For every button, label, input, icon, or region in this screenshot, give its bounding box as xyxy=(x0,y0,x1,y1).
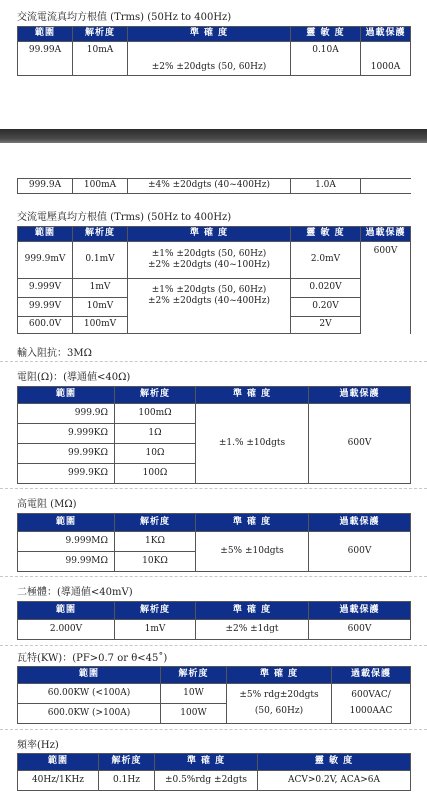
accuracy-line: (50, 60Hz) xyxy=(254,705,304,716)
dashed-separator xyxy=(0,645,427,646)
header-overload: 過載保護 xyxy=(309,514,411,532)
cell-accuracy: ±2% ±1dgt xyxy=(196,620,309,640)
cell-sensitivity: 2.0mV xyxy=(291,242,361,279)
cell-resolution: 100W xyxy=(161,704,227,724)
header-resolution: 解析度 xyxy=(115,514,196,532)
accuracy-line: ±1% ±20dgts (50, 60Hz) xyxy=(151,285,267,295)
cell-resolution: 0.1Hz xyxy=(99,771,155,791)
cell-range: 99.99KΩ xyxy=(18,444,115,464)
cell-resolution: 10Ω xyxy=(115,444,196,464)
cell-range: 99.99V xyxy=(18,298,73,317)
cell-range: 9.999MΩ xyxy=(18,532,115,552)
header-resolution: 解析度 xyxy=(115,387,196,404)
ac-current-title: 交流電流真均方根值 (Trms) (50Hz to 400Hz) xyxy=(17,12,232,23)
dashed-separator xyxy=(0,361,427,362)
cell-accuracy xyxy=(227,684,332,724)
header-range: 範圍 xyxy=(18,514,115,532)
dashed-separator xyxy=(0,729,427,730)
cell-overload xyxy=(361,179,411,194)
cell-range: 99.99A xyxy=(18,42,73,76)
cell-resolution: 10mV xyxy=(73,298,128,317)
cell-range: 999.9Ω xyxy=(18,404,115,424)
high-resistance-title: 高電阻 (MΩ) xyxy=(17,499,77,510)
cell-resolution: 1Ω xyxy=(115,424,196,444)
cell-range: 600.0KW (>100A) xyxy=(18,704,161,724)
cell-overload: 1000A xyxy=(361,42,411,76)
accuracy-line: ±2% ±20dgts (40~100Hz) xyxy=(147,260,271,270)
header-overload: 過載保護 xyxy=(332,667,411,684)
cell-sensitivity: 0.10A xyxy=(291,42,361,76)
cell-resolution: 100mΩ xyxy=(115,404,196,424)
cell-resolution: 100mV xyxy=(73,317,128,334)
header-resolution: 解析度 xyxy=(99,754,155,771)
cell-accuracy-merged xyxy=(128,279,291,334)
cell-accuracy: ±5% ±10dgts xyxy=(196,532,309,572)
header-resolution: 解析度 xyxy=(73,27,128,42)
cell-resolution: 1KΩ xyxy=(115,532,196,552)
header-overload: 過載保護 xyxy=(309,387,411,404)
cell-resolution: 100mA xyxy=(73,179,128,194)
header-range: 範圍 xyxy=(18,227,73,242)
cell-resolution: 100Ω xyxy=(115,464,196,484)
header-sensitivity: 靈 敏 度 xyxy=(291,227,361,242)
header-range: 範圍 xyxy=(18,387,115,404)
cell-sensitivity: ACV>0.2V, ACA>6A xyxy=(258,771,411,791)
header-resolution: 解析度 xyxy=(161,667,227,684)
resistance-title: 電阻(Ω)：(導通値<40Ω) xyxy=(17,372,131,383)
dashed-separator xyxy=(0,576,427,577)
cell-accuracy: ±4% ±20dgts (40~400Hz) xyxy=(128,179,291,194)
page-break-band xyxy=(0,129,427,143)
cell-range: 999.9A xyxy=(18,179,73,194)
cell-resolution: 10mA xyxy=(73,42,128,76)
cell-range: 60.00KW (<100A) xyxy=(18,684,161,704)
header-resolution: 解析度 xyxy=(115,602,196,620)
diode-title: 二極體：(導通値<40mV) xyxy=(17,587,133,598)
cell-resolution: 10W xyxy=(161,684,227,704)
header-sensitivity: 靈 敏 度 xyxy=(258,754,411,771)
cell-accuracy xyxy=(128,242,291,279)
cell-resolution: 0.1mV xyxy=(73,242,128,279)
header-resolution: 解析度 xyxy=(73,227,128,242)
header-accuracy: 準 確 度 xyxy=(128,27,291,42)
cell-overload: 600V xyxy=(309,620,411,640)
header-range: 範圍 xyxy=(18,27,73,42)
header-range: 範圍 xyxy=(18,754,99,771)
cell-overload: 600V xyxy=(309,532,411,572)
watt-title: 瓦特(KW)：(PF>0.7 or θ<45˚) xyxy=(17,653,168,664)
header-accuracy: 準 確 度 xyxy=(196,602,309,620)
header-range: 範圍 xyxy=(18,667,161,684)
ac-current-table xyxy=(17,26,411,76)
cell-range: 99.99MΩ xyxy=(18,552,115,572)
input-impedance-note: 輸入阻抗：3MΩ xyxy=(17,348,92,359)
cell-overload: 600V xyxy=(309,404,411,484)
resistance-table xyxy=(17,386,411,484)
cell-range: 600.0V xyxy=(18,317,73,334)
header-overload: 過載保護 xyxy=(361,227,411,242)
header-accuracy: 準 確 度 xyxy=(227,667,332,684)
watt-table xyxy=(17,666,411,724)
frequency-title: 頻率(Hz) xyxy=(17,740,59,751)
header-accuracy: 準 確 度 xyxy=(196,387,309,404)
cell-accuracy: ±0.5%rdg ±2dgts xyxy=(155,771,258,791)
ac-voltage-title: 交流電壓真均方根值 (Trms) (50Hz to 400Hz) xyxy=(17,212,232,223)
cell-range: 9.999V xyxy=(18,279,73,298)
dashed-separator xyxy=(0,488,427,489)
cell-sensitivity: 0.020V xyxy=(291,279,361,298)
cell-overload xyxy=(332,684,411,724)
header-overload: 過載保護 xyxy=(361,27,411,42)
header-accuracy: 準 確 度 xyxy=(128,227,291,242)
cell-range: 999.9KΩ xyxy=(18,464,115,484)
high-resistance-table xyxy=(17,513,411,572)
cell-range: 2.000V xyxy=(18,620,115,640)
accuracy-line: ±2% ±20dgts (40~400Hz) xyxy=(147,296,271,307)
cell-range: 9.999KΩ xyxy=(18,424,115,444)
cell-accuracy: ±2% ±20dgts (50, 60Hz) xyxy=(128,42,291,76)
cell-sensitivity: 2V xyxy=(291,317,361,334)
cell-resolution: 1mV xyxy=(73,279,128,298)
cell-overload: 600V xyxy=(361,242,411,334)
diode-table xyxy=(17,601,411,640)
cell-accuracy: ±1.% ±10dgts xyxy=(196,404,309,484)
cell-range: 999.9mV xyxy=(18,242,73,279)
accuracy-line: ±5% rdg±20dgts xyxy=(239,690,319,701)
header-overload: 過載保護 xyxy=(309,602,411,620)
cell-sensitivity: 0.20V xyxy=(291,298,361,317)
cell-sensitivity: 1.0A xyxy=(291,179,361,194)
cell-range: 40Hz/1KHz xyxy=(18,771,99,791)
ac-current-table-continued xyxy=(17,178,411,194)
cell-resolution: 10KΩ xyxy=(115,552,196,572)
overload-line: 600VAC/ xyxy=(351,690,391,701)
ac-voltage-table xyxy=(17,226,411,334)
accuracy-line: ±1% ±20dgts (50, 60Hz) xyxy=(151,248,267,259)
overload-line: 1000AAC xyxy=(349,705,393,716)
frequency-table xyxy=(17,753,411,791)
cell-resolution: 1mV xyxy=(115,620,196,640)
header-accuracy: 準 確 度 xyxy=(196,514,309,532)
header-range: 範圍 xyxy=(18,602,115,620)
header-sensitivity: 靈 敏 度 xyxy=(291,27,361,42)
header-accuracy: 準 確 度 xyxy=(155,754,258,771)
